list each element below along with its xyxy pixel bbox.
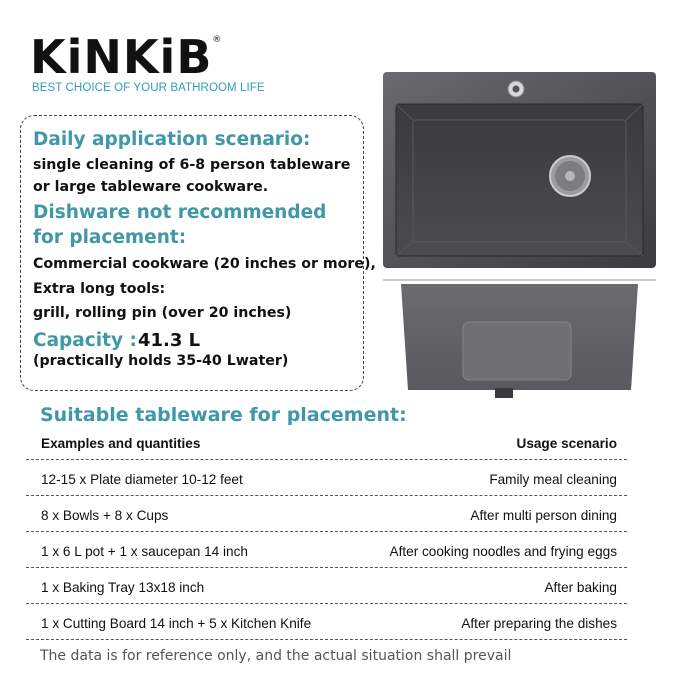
daily-line-1: single cleaning of 6-8 person tableware bbox=[33, 157, 351, 173]
capacity-label: Capacity : bbox=[33, 330, 137, 351]
header-usage: Usage scenario bbox=[516, 436, 617, 451]
table-row bbox=[26, 496, 627, 532]
row-usage: Family meal cleaning bbox=[489, 472, 617, 487]
notrec-line-1: Commercial cookware (20 inches or more), bbox=[33, 256, 376, 272]
daily-heading: Daily application scenario: bbox=[33, 129, 311, 150]
table-header-row bbox=[26, 424, 627, 460]
sink-pad bbox=[463, 322, 571, 380]
notrec-line-3: grill, rolling pin (over 20 inches) bbox=[33, 305, 292, 321]
brand-name: KiNKiB bbox=[30, 30, 213, 84]
header-examples: Examples and quantities bbox=[41, 436, 201, 451]
row-example: 1 x Baking Tray 13x18 inch bbox=[41, 580, 205, 595]
notrec-heading-2: for placement: bbox=[33, 227, 187, 248]
row-usage: After baking bbox=[544, 580, 617, 595]
notrec-line-2: Extra long tools: bbox=[33, 281, 166, 297]
capacity-value: 41.3 L bbox=[138, 330, 201, 351]
row-example: 8 x Bowls + 8 x Cups bbox=[41, 508, 169, 523]
row-example: 12-15 x Plate diameter 10-12 feet bbox=[41, 472, 243, 487]
row-usage: After multi person dining bbox=[470, 508, 617, 523]
notrec-heading-1: Dishware not recommended bbox=[33, 202, 327, 223]
sink-product-image bbox=[383, 72, 656, 402]
table-title: Suitable tableware for placement: bbox=[40, 404, 407, 426]
row-usage: After preparing the dishes bbox=[461, 616, 617, 631]
table-row bbox=[26, 604, 627, 640]
row-example: 1 x 6 L pot + 1 x saucepan 14 inch bbox=[41, 544, 248, 559]
sink-bowl bbox=[396, 104, 643, 256]
drain-strainer-icon bbox=[550, 156, 590, 196]
daily-line-2: or large tableware cookware. bbox=[33, 179, 269, 195]
table-row bbox=[26, 460, 627, 496]
table-row bbox=[26, 532, 627, 568]
table-row bbox=[26, 568, 627, 604]
brand-tagline: BEST CHOICE OF YOUR BATHROOM LIFE bbox=[32, 82, 265, 94]
row-usage: After cooking noodles and frying eggs bbox=[389, 544, 617, 559]
capacity-note: (practically holds 35-40 Lwater) bbox=[33, 353, 289, 369]
row-example: 1 x Cutting Board 14 inch + 5 x Kitchen Knife bbox=[41, 616, 312, 631]
footnote: The data is for reference only, and the actual situation shall prevail bbox=[40, 648, 512, 664]
brand-logo bbox=[30, 30, 223, 84]
registered-mark: ® bbox=[212, 35, 223, 45]
